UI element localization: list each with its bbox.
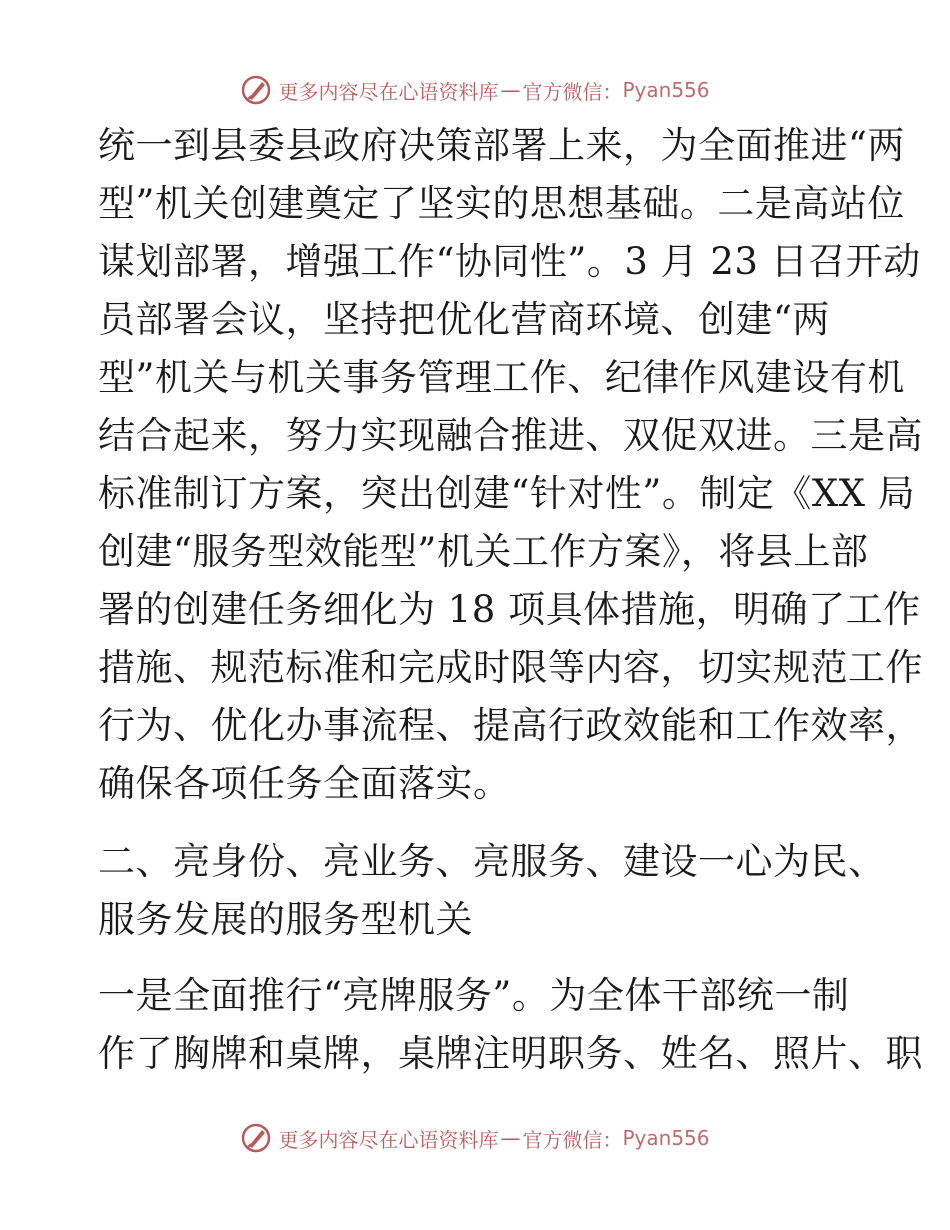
section-heading-line: 二、亮身份、亮业务、亮服务、建设一心为民、: [98, 840, 886, 883]
watermark-separator: —: [500, 1126, 521, 1150]
body-line: 员部署会议，坚持把优化营商环境、创建“两: [98, 298, 830, 341]
body-line: 创建“服务型效能型”机关工作方案》，将县上部: [98, 530, 869, 573]
quill-pen-seal-icon: [240, 1122, 272, 1154]
body-line: 统一到县委县政府决策部署上来，为全面推进“两: [98, 124, 905, 167]
body-line: 措施、规范标准和完成时限等内容，切实规范工作: [98, 646, 923, 689]
watermark-text: 更多内容尽在心语资料库: [278, 1127, 499, 1152]
watermark-wechat-id: Pyan556: [622, 78, 710, 102]
watermark-wechat-label: 官方微信：: [522, 1127, 623, 1152]
body-line: 结合起来，努力实现融合推进、双促双进。三是高: [98, 414, 923, 457]
section-body-line: 作了胸牌和桌牌，桌牌注明职务、姓名、照片、职: [98, 1032, 923, 1075]
body-line: 确保各项任务全面落实。: [98, 762, 511, 805]
body-line: 署的创建任务细化为 18 项具体措施，明确了工作: [98, 588, 921, 631]
body-line: 型”机关创建奠定了坚实的思想基础。二是高站位: [98, 182, 905, 225]
watermark-wechat-id: Pyan556: [622, 1126, 710, 1150]
body-line: 行为、优化办事流程、提高行政效能和工作效率，: [98, 704, 923, 747]
watermark-separator: —: [500, 78, 521, 102]
body-line: 谋划部署，增强工作“协同性”。3 月 23 日召开动: [98, 240, 921, 283]
watermark-banner-bottom: [0, 1118, 950, 1158]
body-line: 标准制订方案，突出创建“针对性”。制定《XX 局: [98, 472, 916, 515]
section-body-line: 一是全面推行“亮牌服务”。为全体干部统一制: [98, 974, 850, 1017]
section-heading-line: 服务发展的服务型机关: [98, 898, 473, 941]
watermark-wechat-label: 官方微信：: [522, 79, 623, 104]
watermark-text: 更多内容尽在心语资料库: [278, 79, 499, 104]
body-line: 型”机关与机关事务管理工作、纪律作风建设有机: [98, 356, 905, 399]
